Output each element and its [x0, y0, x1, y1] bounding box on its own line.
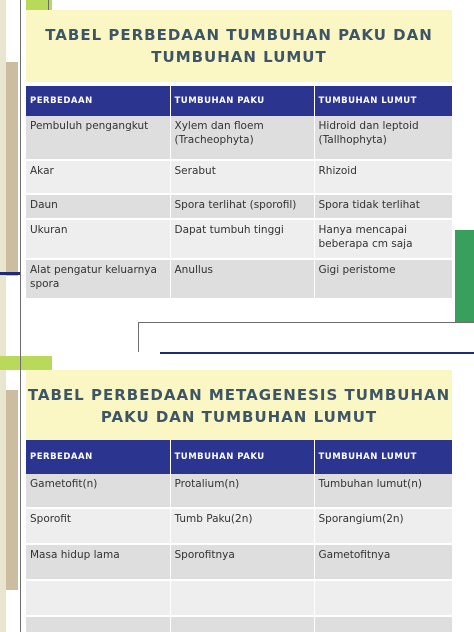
- table-cell: [314, 616, 452, 632]
- frame-line-top: [48, 0, 49, 10]
- header-perbedaan: PERBEDAAN: [26, 86, 170, 116]
- frame-line-bottom: [138, 322, 474, 323]
- header-tumbuhan-lumut: TUMBUHAN LUMUT: [314, 440, 452, 474]
- header-tumbuhan-lumut: TUMBUHAN LUMUT: [314, 86, 452, 116]
- table-cell: Spora terlihat (sporofil): [170, 194, 314, 219]
- navy-accent-left: [0, 272, 20, 275]
- table-cell: Hidroid dan leptoid (Tallhophyta): [314, 116, 452, 160]
- table-cell: Serabut: [170, 160, 314, 194]
- table-cell: Ukuran: [26, 219, 170, 259]
- table-cell: Sporangium(2n): [314, 508, 452, 544]
- frame-line-left: [20, 0, 21, 352]
- table-cell: Anullus: [170, 259, 314, 299]
- slide-1-title-line-1: TABEL PERBEDAAN TUMBUHAN PAKU DAN: [45, 26, 433, 44]
- table-cell: Akar: [26, 160, 170, 194]
- header-perbedaan: PERBEDAAN: [26, 440, 170, 474]
- tan-side-bar: [6, 62, 18, 276]
- comparison-table-1: [26, 86, 453, 300]
- table-cell: Xylem dan floem (Tracheophyta): [170, 116, 314, 160]
- table-cell: Dapat tumbuh tinggi: [170, 219, 314, 259]
- table-cell: [170, 580, 314, 616]
- table-cell: Spora tidak terlihat: [314, 194, 452, 219]
- table-cell: Gametofit(n): [26, 474, 170, 508]
- table-row: [26, 544, 452, 580]
- table-cell: Masa hidup lama: [26, 544, 170, 580]
- table-cell: Rhizoid: [314, 160, 452, 194]
- table-cell: [170, 616, 314, 632]
- table-cell: Tumbuhan lumut(n): [314, 474, 452, 508]
- slide-2-title-line-2: PAKU DAN TUMBUHAN LUMUT: [100, 408, 378, 426]
- slide-2-title-line-1: TABEL PERBEDAAN METAGENESIS TUMBUHAN: [27, 386, 451, 404]
- slide-1-title-box: [26, 10, 452, 82]
- table-cell: [26, 616, 170, 632]
- frame-line-left: [20, 352, 21, 632]
- table-row: [26, 160, 452, 194]
- table-row: [26, 219, 452, 259]
- table-cell: Gigi peristome: [314, 259, 452, 299]
- slide-2-title-box: [26, 370, 452, 442]
- table-row: [26, 616, 452, 632]
- table-row: [26, 580, 452, 616]
- table-row: [26, 194, 452, 219]
- table-cell: Protalium(n): [170, 474, 314, 508]
- table-cell: Sporofit: [26, 508, 170, 544]
- comparison-table-2: [26, 440, 453, 632]
- frame-line-bottom-vert: [138, 322, 139, 352]
- header-tumbuhan-paku: TUMBUHAN PAKU: [170, 86, 314, 116]
- slide-1-title-line-2: TUMBUHAN LUMUT: [151, 48, 327, 66]
- tan-side-bar: [6, 390, 18, 590]
- table-row: [26, 259, 452, 299]
- table-row: [26, 508, 452, 544]
- table-cell: Pembuluh pengangkut: [26, 116, 170, 160]
- table-cell: [314, 580, 452, 616]
- table-header-row: [26, 86, 452, 116]
- green-accent-right: [455, 230, 474, 322]
- table-cell: Hanya mencapai beberapa cm saja: [314, 219, 452, 259]
- green-corner-tab: [0, 356, 52, 370]
- table-header-row: [26, 440, 452, 474]
- table-row: [26, 474, 452, 508]
- table-row: [26, 116, 452, 160]
- table-cell: Daun: [26, 194, 170, 219]
- navy-accent-top: [160, 352, 474, 354]
- table-cell: Gametofitnya: [314, 544, 452, 580]
- table-cell: Sporofitnya: [170, 544, 314, 580]
- table-cell: Alat pengatur keluarnya spora: [26, 259, 170, 299]
- header-tumbuhan-paku: TUMBUHAN PAKU: [170, 440, 314, 474]
- table-cell: Tumb Paku(2n): [170, 508, 314, 544]
- slide-2: [0, 352, 474, 632]
- table-cell: [26, 580, 170, 616]
